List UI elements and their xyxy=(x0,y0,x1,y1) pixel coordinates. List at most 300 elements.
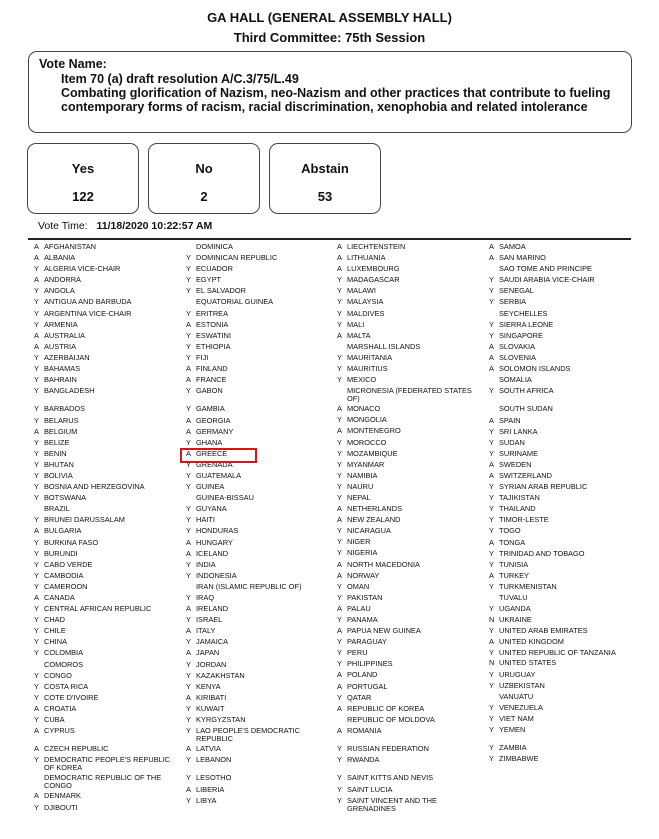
country-vote-row xyxy=(180,767,330,771)
country-name: ERITREA xyxy=(196,308,229,318)
vote-code xyxy=(180,494,196,502)
vote-code: Y xyxy=(337,637,342,647)
vote-description: Combating glorification of Nazism, neo-Nazism and other practices that contribute to fueling contemporary forms of racism, racial discrimination, xenophobia and related intolerance xyxy=(61,86,611,114)
country-name: GUINEA-BISSAU xyxy=(196,493,254,503)
country-vote-row xyxy=(483,659,633,667)
country-name: BELGIUM xyxy=(44,426,78,436)
country-name: IRELAND xyxy=(196,604,229,614)
vote-code: Y xyxy=(337,459,342,469)
vote-code: A xyxy=(186,426,191,436)
vote-code: Y xyxy=(489,319,494,329)
country-name: CZECH REPUBLIC xyxy=(44,744,109,754)
vote-code: A xyxy=(34,703,39,713)
country-name: MALAWI xyxy=(347,286,376,296)
vote-code: Y xyxy=(489,604,494,614)
country-name: SOUTH SUDAN xyxy=(499,404,553,414)
vote-code: Y xyxy=(489,515,494,525)
yes-tally xyxy=(27,143,139,214)
vote-code xyxy=(483,265,499,273)
country-vote-row xyxy=(180,797,330,805)
country-name: BHUTAN xyxy=(44,459,74,469)
vote-code: A xyxy=(186,604,191,614)
country-name: CHAD xyxy=(44,615,65,625)
country-vote-row xyxy=(28,332,178,340)
vote-code xyxy=(180,298,196,306)
vote-code: A xyxy=(337,253,342,263)
country-vote-row xyxy=(28,583,178,591)
country-vote-row xyxy=(180,756,330,764)
country-name: SAUDI ARABIA VICE-CHAIR xyxy=(499,275,595,285)
country-name: MICRONESIA (FEDERATED STATES OF) xyxy=(347,386,472,404)
vote-code: Y xyxy=(186,482,191,492)
vote-code: Y xyxy=(34,581,39,591)
no-count: 2 xyxy=(200,189,208,204)
country-vote-row xyxy=(28,638,178,646)
country-name: GERMANY xyxy=(196,426,234,436)
country-vote-row xyxy=(483,265,633,273)
vote-code xyxy=(28,661,44,669)
vote-code: A xyxy=(186,648,191,658)
country-vote-row xyxy=(483,417,633,425)
vote-code: Y xyxy=(489,669,494,679)
country-vote-row xyxy=(28,672,178,680)
country-name: JAPAN xyxy=(196,648,220,658)
country-vote-row xyxy=(28,683,178,691)
country-vote-row xyxy=(331,505,481,513)
vote-code xyxy=(331,738,347,742)
country-name: LUXEMBOURG xyxy=(347,264,400,274)
country-name: REPUBLIC OF MOLDOVA xyxy=(347,714,435,724)
vote-code: A xyxy=(489,459,494,469)
country-vote-row xyxy=(28,774,178,790)
country-name: AUSTRALIA xyxy=(44,330,86,340)
country-name: RWANDA xyxy=(347,755,380,765)
vote-code: Y xyxy=(489,297,494,307)
vote-code: A xyxy=(34,593,39,602)
vote-code xyxy=(331,343,347,351)
country-vote-row xyxy=(180,638,330,646)
country-vote-row xyxy=(28,405,178,413)
vote-code: A xyxy=(337,426,342,436)
country-name: SUDAN xyxy=(499,437,525,447)
country-vote-row xyxy=(180,505,330,513)
country-vote-row xyxy=(331,561,481,569)
country-vote-row xyxy=(28,483,178,491)
country-name: SLOVAKIA xyxy=(499,341,536,351)
country-vote-row xyxy=(483,649,633,657)
vote-code: Y xyxy=(489,426,494,436)
country-name: MALDIVES xyxy=(347,308,385,318)
country-vote-row xyxy=(483,715,633,723)
country-name: NEPAL xyxy=(347,492,371,502)
vote-code: Y xyxy=(489,493,494,503)
vote-code: Y xyxy=(186,726,191,736)
country-vote-row xyxy=(331,738,481,742)
vote-code: Y xyxy=(489,330,494,340)
abstain-label: Abstain xyxy=(301,161,349,176)
vote-code: Y xyxy=(337,415,342,425)
vote-code: A xyxy=(489,470,494,480)
vote-code xyxy=(180,767,196,771)
vote-code: Y xyxy=(337,492,342,502)
vote-code: Y xyxy=(34,264,39,274)
country-vote-row xyxy=(28,561,178,569)
country-vote-row xyxy=(483,354,633,362)
country-vote-row xyxy=(28,321,178,329)
country-name: KYRGYZSTAN xyxy=(196,715,246,725)
country-name: BAHRAIN xyxy=(44,375,77,385)
country-vote-row xyxy=(483,561,633,569)
country-vote-row xyxy=(331,583,481,591)
vote-code xyxy=(331,767,347,771)
country-vote-row xyxy=(28,365,178,373)
country-vote-row xyxy=(483,682,633,690)
country-vote-row xyxy=(331,774,481,782)
country-vote-row xyxy=(28,572,178,580)
vote-code: Y xyxy=(337,526,342,536)
country-name: SAINT VINCENT AND THE GRENADINES xyxy=(347,795,437,813)
country-name: INDIA xyxy=(196,559,216,569)
vote-code: A xyxy=(337,242,342,251)
vote-code: Y xyxy=(489,702,494,712)
country-vote-row xyxy=(180,683,330,691)
country-name: CENTRAL AFRICAN REPUBLIC xyxy=(44,604,152,614)
country-name: SAO TOME AND PRINCIPE xyxy=(499,264,592,274)
country-vote-row xyxy=(180,627,330,635)
country-name: UGANDA xyxy=(499,604,531,614)
vote-code: Y xyxy=(186,386,191,396)
vote-code xyxy=(331,387,347,403)
country-vote-row xyxy=(180,310,330,318)
country-name: VANUATU xyxy=(499,691,534,701)
country-name: FRANCE xyxy=(196,375,227,385)
vote-code: Y xyxy=(34,692,39,702)
country-name: SLOVENIA xyxy=(499,352,536,362)
country-name: LIECHTENSTEIN xyxy=(347,242,406,251)
country-vote-row xyxy=(28,298,178,306)
country-name: TAJIKISTAN xyxy=(499,493,540,503)
vote-code: Y xyxy=(337,784,342,794)
country-vote-row xyxy=(28,792,178,800)
vote-code: Y xyxy=(186,286,191,296)
country-vote-row xyxy=(28,804,178,812)
country-vote-row xyxy=(28,727,178,735)
vote-code: Y xyxy=(186,352,191,362)
country-vote-row xyxy=(331,649,481,657)
vote-code: Y xyxy=(186,526,191,536)
vote-code xyxy=(28,774,44,790)
country-vote-row xyxy=(483,539,633,547)
country-vote-row xyxy=(331,354,481,362)
vote-code: Y xyxy=(34,755,39,765)
vote-code: Y xyxy=(337,659,342,669)
abstain-count: 53 xyxy=(317,189,333,204)
vote-code: A xyxy=(337,626,342,636)
country-name: THAILAND xyxy=(499,504,536,514)
country-vote-row xyxy=(483,693,633,701)
vote-code: A xyxy=(337,515,342,525)
vote-code: A xyxy=(489,253,494,263)
vote-code: Y xyxy=(186,715,191,725)
vote-code: Y xyxy=(337,744,342,754)
vote-code: Y xyxy=(186,755,191,765)
country-vote-row xyxy=(483,254,633,262)
country-name: ANGOLA xyxy=(44,286,75,296)
country-vote-row xyxy=(483,450,633,458)
vote-code: Y xyxy=(489,275,494,285)
country-name: ALGERIA VICE-CHAIR xyxy=(44,264,121,274)
country-vote-row xyxy=(28,417,178,425)
country-vote-row xyxy=(180,527,330,535)
vote-code: Y xyxy=(186,515,191,525)
vote-code: Y xyxy=(34,615,39,625)
country-name: JAMAICA xyxy=(196,637,229,647)
country-vote-row xyxy=(28,516,178,524)
country-vote-row xyxy=(28,716,178,724)
country-vote-row xyxy=(180,605,330,613)
vote-code: A xyxy=(337,570,342,580)
vote-code: A xyxy=(337,603,342,613)
country-vote-row xyxy=(28,243,178,251)
vote-code: A xyxy=(34,253,39,263)
country-name: AUSTRIA xyxy=(44,341,77,351)
vote-code: A xyxy=(34,426,39,436)
vote-code xyxy=(483,310,499,318)
vote-code: A xyxy=(337,681,342,691)
vote-code: Y xyxy=(337,755,342,765)
country-name xyxy=(499,398,633,402)
country-vote-row xyxy=(331,786,481,794)
country-vote-row xyxy=(28,472,178,480)
country-name: COSTA RICA xyxy=(44,681,89,691)
country-vote-row xyxy=(331,538,481,546)
country-name: BELARUS xyxy=(44,415,79,425)
country-name: POLAND xyxy=(347,670,378,680)
country-vote-row xyxy=(331,549,481,557)
country-vote-row xyxy=(28,254,178,262)
vote-name-box xyxy=(28,51,632,133)
country-vote-row xyxy=(331,387,481,403)
country-vote-row xyxy=(180,365,330,373)
vote-code: Y xyxy=(34,493,39,503)
vote-code: Y xyxy=(186,330,191,340)
vote-code xyxy=(180,398,196,402)
country-vote-row xyxy=(180,672,330,680)
vote-code: Y xyxy=(337,352,342,362)
country-vote-row xyxy=(180,774,330,782)
country-name: SAMOA xyxy=(499,242,526,251)
country-vote-row xyxy=(331,276,481,284)
country-vote-row xyxy=(180,727,330,743)
country-name: REPUBLIC OF KOREA xyxy=(347,703,425,713)
vote-code: Y xyxy=(337,773,342,783)
country-vote-row xyxy=(180,539,330,547)
country-name: SAN MARINO xyxy=(499,253,546,263)
country-vote-row xyxy=(331,461,481,469)
country-vote-row xyxy=(28,428,178,436)
country-name: ANDORRA xyxy=(44,275,81,285)
country-vote-row xyxy=(331,756,481,764)
vote-code: Y xyxy=(34,670,39,680)
country-vote-row xyxy=(180,649,330,657)
country-vote-row xyxy=(180,472,330,480)
country-vote-row xyxy=(331,321,481,329)
vote-name-label: Vote Name: xyxy=(39,57,107,71)
vote-code: Y xyxy=(34,308,39,318)
vote-code: Y xyxy=(34,548,39,558)
vote-code: A xyxy=(489,537,494,547)
country-name: SENEGAL xyxy=(499,286,534,296)
vote-code: Y xyxy=(337,615,342,624)
country-vote-row xyxy=(331,727,481,735)
country-vote-row xyxy=(28,505,178,513)
country-vote-row xyxy=(180,786,330,794)
country-vote-row xyxy=(331,483,481,491)
country-name: HONDURAS xyxy=(196,526,239,536)
vote-code: A xyxy=(489,415,494,425)
country-name xyxy=(499,737,633,741)
vote-code: A xyxy=(337,404,342,414)
vote-code: Y xyxy=(186,341,191,351)
country-name: NAURU xyxy=(347,481,374,491)
vote-time-label: Vote Time: xyxy=(38,220,88,232)
vote-code: N xyxy=(489,615,495,625)
country-column-2 xyxy=(180,243,330,808)
country-name: ITALY xyxy=(196,626,216,636)
country-name xyxy=(347,767,481,771)
country-vote-row xyxy=(180,694,330,702)
country-name: NIGER xyxy=(347,537,371,547)
country-vote-row xyxy=(483,321,633,329)
country-name: TURKEY xyxy=(499,570,529,580)
country-name: BAHAMAS xyxy=(44,364,81,374)
country-vote-row xyxy=(28,527,178,535)
vote-code: Y xyxy=(34,375,39,385)
country-name: ESWATINI xyxy=(196,330,231,340)
vote-code: Y xyxy=(489,448,494,458)
country-name: EL SALVADOR xyxy=(196,286,246,296)
country-name: FINLAND xyxy=(196,364,228,374)
country-name: MONTENEGRO xyxy=(347,426,401,436)
country-name: MOROCCO xyxy=(347,437,387,447)
country-vote-row xyxy=(180,494,330,502)
vote-code: N xyxy=(489,658,495,668)
country-vote-row xyxy=(28,310,178,318)
vote-code: A xyxy=(34,791,39,801)
country-vote-row xyxy=(28,265,178,273)
country-vote-row xyxy=(331,660,481,668)
country-name: QATAR xyxy=(347,692,372,702)
country-name: DEMOCRATIC PEOPLE'S REPUBLIC OF KOREA xyxy=(44,755,171,773)
country-name: EGYPT xyxy=(196,275,222,285)
country-name: GABON xyxy=(196,386,223,396)
country-vote-row xyxy=(331,616,481,624)
vote-code xyxy=(331,716,347,724)
vote-code xyxy=(483,398,499,402)
vote-code: Y xyxy=(186,659,191,669)
country-vote-row xyxy=(483,405,633,413)
country-vote-row xyxy=(331,298,481,306)
country-vote-row xyxy=(180,276,330,284)
vote-code: Y xyxy=(489,725,494,735)
country-vote-row xyxy=(483,638,633,646)
vote-code: Y xyxy=(337,448,342,458)
country-vote-row xyxy=(483,287,633,295)
vote-code: Y xyxy=(34,286,39,296)
country-vote-row xyxy=(331,343,481,351)
country-name: TUVALU xyxy=(499,593,528,602)
vote-code: Y xyxy=(337,581,342,591)
country-vote-row xyxy=(28,398,178,402)
country-name: BOSNIA AND HERZEGOVINA xyxy=(44,482,145,492)
country-vote-row xyxy=(180,716,330,724)
country-name: UNITED REPUBLIC OF TANZANIA xyxy=(499,648,616,658)
vote-code: A xyxy=(186,537,191,547)
vote-code: Y xyxy=(34,537,39,547)
vote-code xyxy=(28,398,44,402)
country-name: SWEDEN xyxy=(499,459,532,469)
country-name: CABO VERDE xyxy=(44,559,93,569)
vote-code: A xyxy=(489,242,494,251)
country-vote-row xyxy=(331,516,481,524)
country-name: TIMOR-LESTE xyxy=(499,515,549,525)
country-name: NORTH MACEDONIA xyxy=(347,559,420,569)
yes-count: 122 xyxy=(72,189,94,204)
vote-code: Y xyxy=(337,537,342,547)
country-name: KUWAIT xyxy=(196,703,225,713)
country-name: ETHIOPIA xyxy=(196,341,231,351)
country-vote-row xyxy=(483,737,633,741)
country-vote-row xyxy=(483,387,633,395)
country-vote-row xyxy=(483,572,633,580)
country-name: SAINT KITTS AND NEVIS xyxy=(347,773,434,783)
vote-code: Y xyxy=(337,470,342,480)
country-name: BOTSWANA xyxy=(44,493,87,503)
country-vote-row xyxy=(483,276,633,284)
country-vote-row xyxy=(331,376,481,384)
vote-code xyxy=(28,738,44,742)
country-name: COTE D'IVOIRE xyxy=(44,692,99,702)
country-vote-row xyxy=(28,494,178,502)
country-vote-row xyxy=(331,332,481,340)
country-name: AFGHANISTAN xyxy=(44,242,97,251)
country-name: SURINAME xyxy=(499,448,539,458)
vote-code: Y xyxy=(186,308,191,318)
vote-item: Item 70 (a) draft resolution A/C.3/75/L.49 xyxy=(61,72,299,86)
country-vote-row xyxy=(180,745,330,753)
country-name: SINGAPORE xyxy=(499,330,543,340)
country-name: HUNGARY xyxy=(196,537,233,547)
country-vote-row xyxy=(28,694,178,702)
vote-code: Y xyxy=(34,352,39,362)
vote-code: Y xyxy=(186,264,191,274)
country-name: DEMOCRATIC REPUBLIC OF THE CONGO xyxy=(44,773,162,791)
country-name xyxy=(196,398,330,402)
vote-code: Y xyxy=(34,415,39,425)
vote-code xyxy=(483,594,499,602)
country-vote-row xyxy=(28,738,178,742)
country-name: GREECE xyxy=(196,448,228,458)
country-vote-row xyxy=(331,265,481,273)
country-name: GUYANA xyxy=(196,504,227,514)
country-vote-row xyxy=(331,416,481,424)
vote-code: Y xyxy=(186,773,191,783)
vote-code: A xyxy=(186,319,191,329)
vote-code: A xyxy=(186,784,191,794)
country-vote-row xyxy=(180,343,330,351)
country-name: SYRIAN ARAB REPUBLIC xyxy=(499,482,588,492)
country-name: BANGLADESH xyxy=(44,386,95,396)
